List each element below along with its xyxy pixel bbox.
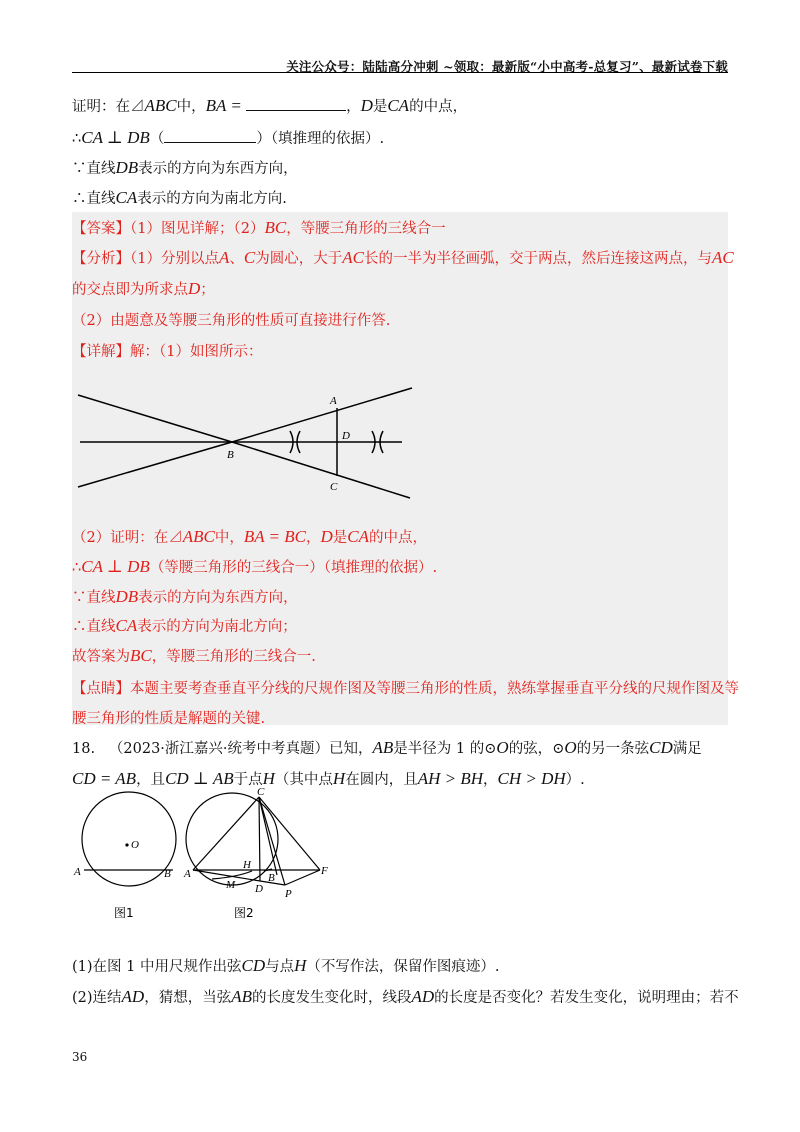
proof-answer-2: ∴CA ⊥ DB（等腰三角形的三线合一）（填推理的依据）. bbox=[72, 557, 438, 576]
fig2-label-a: A bbox=[184, 868, 191, 880]
fig1b-label-o: O bbox=[131, 839, 139, 851]
proof-answer-4: ∴直线CA表示的方向为南北方向； bbox=[72, 616, 297, 635]
fig1-label-c: C bbox=[330, 481, 338, 493]
circle-figures bbox=[72, 786, 362, 925]
comment-line-1: 【点睛】本题主要考查垂直平分线的尺规作图及等腰三角形的性质，熟练掌握垂直平分线的尺规作图及等 bbox=[72, 681, 739, 697]
fig2-caption: 图2 bbox=[234, 906, 254, 920]
proof-answer-3: ∵直线DB表示的方向为东西方向， bbox=[72, 587, 298, 606]
proof-answer-1: （2）证明：在⊿ABC中，BA = BC，D是CA的中点， bbox=[72, 527, 428, 546]
analysis-line-2: 的交点即为所求点D； bbox=[72, 279, 215, 298]
analysis-line-1: 【分析】（1）分别以点A、C为圆心，大于AC长的一半为半径画弧，交于两点，然后连接这两点，与AC bbox=[72, 248, 734, 267]
fig1-label-b: B bbox=[227, 449, 234, 461]
ray-ba bbox=[232, 388, 412, 442]
detail-line-1: 【详解】解：（1）如图所示： bbox=[72, 344, 263, 360]
line-ba-upper bbox=[78, 395, 232, 442]
q18-line-2: CD = AB，且CD ⊥ AB于点H（其中点H在圆内，且AH > BH，CH > DH）. bbox=[72, 769, 585, 788]
line-bc-lower bbox=[78, 442, 232, 487]
ray-bc bbox=[232, 442, 410, 498]
fig1b-label-a: A bbox=[74, 866, 81, 878]
answer-line: 【答案】（1）图见详解；（2）BC，等腰三角形的三线合一 bbox=[72, 218, 446, 237]
fig2-arc-m bbox=[212, 871, 252, 879]
fig2-label-p: P bbox=[285, 888, 292, 900]
proof-line-4: ∴直线CA表示的方向为南北方向. bbox=[72, 188, 287, 207]
part-1: (1)在图 1 中用尺规作出弦CD与点H（不写作法，保留作图痕迹）. bbox=[72, 956, 500, 975]
fig2-label-f: F bbox=[321, 865, 328, 877]
reason-blank bbox=[164, 128, 256, 143]
proof-line-2: ∴CA ⊥ DB（ ）（填推理的依据）. bbox=[72, 128, 385, 147]
proof-line-3: ∵直线DB表示的方向为东西方向， bbox=[72, 158, 298, 177]
fig1-label-a: A bbox=[330, 395, 337, 407]
proof-answer-5: 故答案为BC，等腰三角形的三线合一. bbox=[72, 646, 316, 665]
fig2-label-m: M bbox=[226, 879, 236, 891]
fig2-line-pf bbox=[285, 870, 320, 885]
fig2-label-b: B bbox=[268, 872, 275, 884]
page-header: 关注公众号：陆陆高分冲刺 ~领取：最新版“小中高考-总复习”、最新试卷下载 bbox=[286, 59, 728, 74]
header-rule bbox=[72, 72, 728, 73]
fig2-chord-cd bbox=[259, 797, 260, 881]
construction-figure bbox=[72, 380, 422, 500]
fig1-circle bbox=[82, 792, 176, 886]
fig2-label-c: C bbox=[257, 786, 265, 798]
fig2-label-d: D bbox=[255, 883, 263, 895]
q18-line-1: 18. （2023·浙江嘉兴·统考中考真题）已知，AB是半径为 1 的⊙O的弦，⊙O的另一条弦CD满足 bbox=[72, 738, 702, 757]
fig2-label-h: H bbox=[243, 859, 251, 871]
fig2-line-cf bbox=[259, 797, 320, 870]
fig1-label-d: D bbox=[342, 430, 350, 442]
proof-line-1: 证明：在⊿ABC中，BA = ，D是CA的中点， bbox=[72, 96, 468, 115]
fig1b-label-b: B bbox=[164, 868, 171, 880]
part-2: (2)连结AD，猜想，当弦AB的长度发生变化时，线段AD的长度是否变化？若发生变化，说明理由；若不 bbox=[72, 987, 739, 1006]
comment-line-2: 腰三角形的性质是解题的关键. bbox=[72, 711, 266, 727]
page-number: 36 bbox=[72, 1050, 88, 1064]
answer-blank bbox=[246, 96, 346, 111]
fig1-caption: 图1 bbox=[114, 906, 134, 920]
fig1-center-dot bbox=[125, 843, 128, 846]
analysis-line-3: （2）由题意及等腰三角形的性质可直接进行作答. bbox=[72, 313, 391, 329]
